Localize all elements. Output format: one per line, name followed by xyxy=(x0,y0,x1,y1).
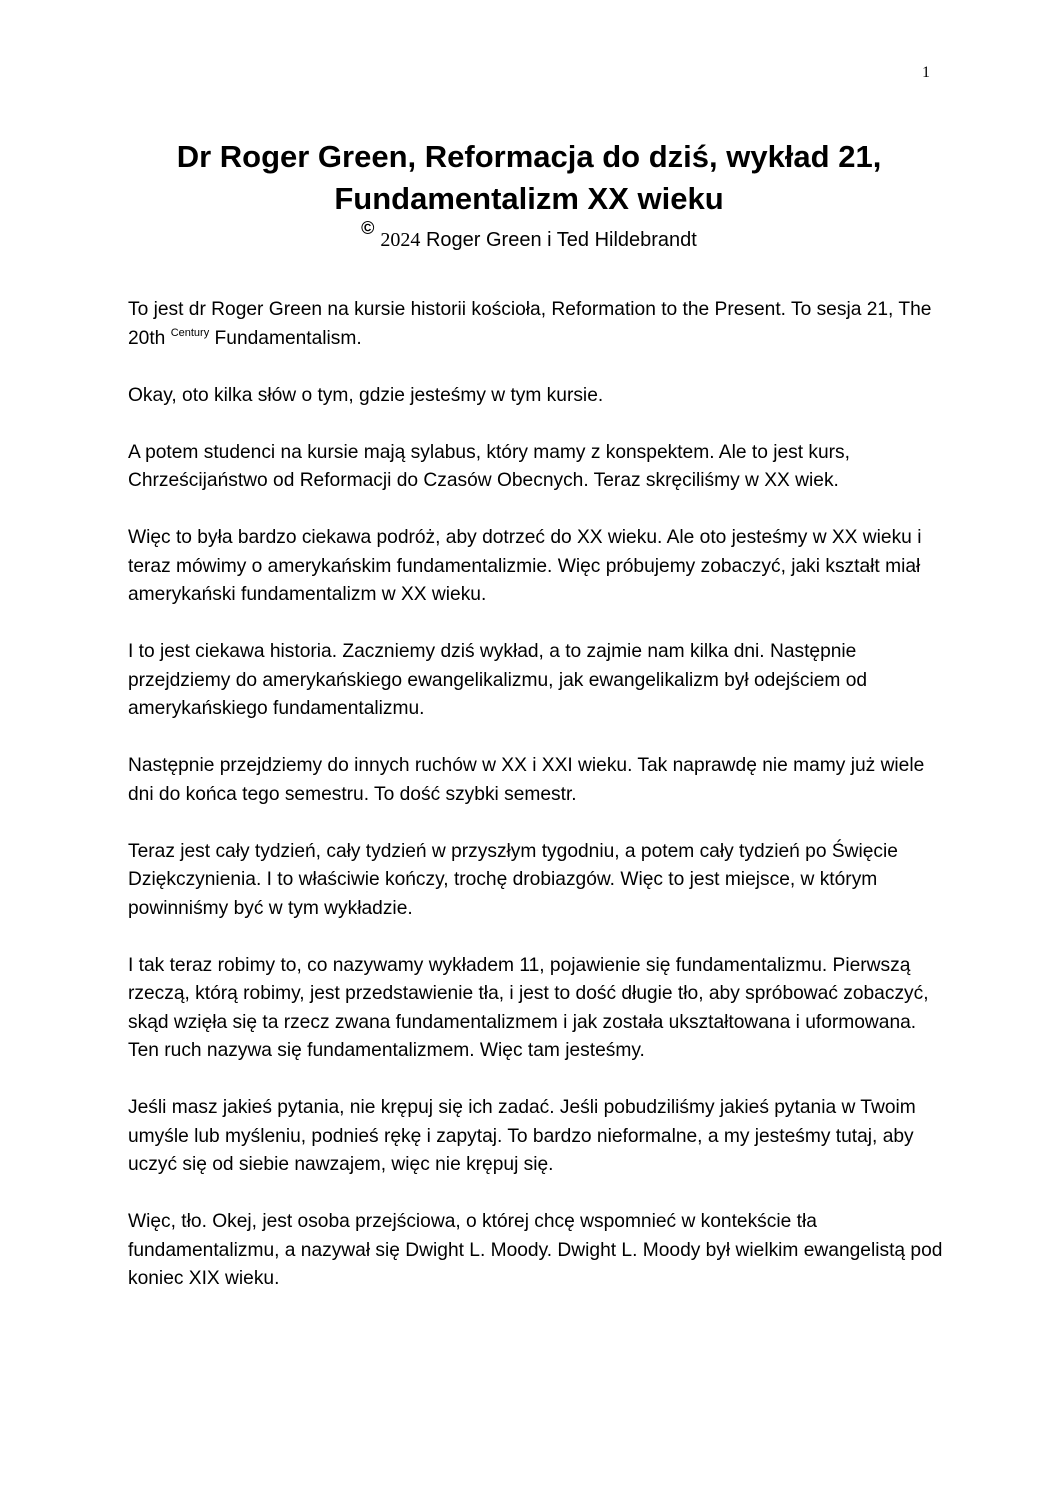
copyright-notice xyxy=(0,218,1058,254)
intro-text: To jest dr Roger Green na kursie historii kościoła, Reformation to the Present. To sesja 21, The 20th xyxy=(128,299,932,349)
paragraph-3: Więc to była bardzo ciekawa podróż, aby dotrzeć do XX wieku. Ale oto jesteśmy w XX wieku i teraz mówimy o amerykańskim fundamentalizmie. Więc próbujemy zobaczyć, jaki kształt miał amerykański fundamentalizm w XX wieku. xyxy=(128,527,922,605)
document-title xyxy=(100,136,958,220)
paragraph-intro xyxy=(128,296,948,353)
copyright-holders: Roger Green i Ted Hildebrandt xyxy=(425,229,697,251)
paragraph-1: Okay, oto kilka słów o tym, gdzie jesteśmy w tym kursie. xyxy=(128,384,604,406)
paragraph-6: Teraz jest cały tydzień, cały tydzień w przyszłym tygodniu, a potem cały tydzień po Święcie Dziękczynienia. I to właściwie kończy, trochę drobiazgów. Więc to jest miejsce, w którym powinniśmy być w tym wykładzie. xyxy=(128,840,898,919)
copyright-symbol: © xyxy=(361,218,375,238)
paragraph-5: Następnie przejdziemy do innych ruchów w XX i XXI wieku. Tak naprawdę nie mamy już wiele dni do końca tego semestru. To dość szybki semestr. xyxy=(128,755,925,805)
intro-superscript: Century xyxy=(170,326,210,339)
paragraph-8: Jeśli masz jakieś pytania, nie krępuj się ich zadać. Jeśli pobudziliśmy jakieś pytania w Twoim umyśle lub myśleniu, podnieś rękę i zapytaj. To bardzo nieformalne, a my jesteśmy tutaj, aby uczyć się od siebie nawzajem, więc nie krępuj się. xyxy=(128,1097,916,1175)
intro-text-end: Fundamentalism. xyxy=(209,327,362,349)
document-body xyxy=(128,296,948,1322)
copyright-year: 2024 xyxy=(380,229,421,251)
paragraph-4: I to jest ciekawa historia. Zaczniemy dziś wykład, a to zajmie nam kilka dni. Następnie przejdziemy do amerykańskiego ewangelikalizmu, jak ewangelikalizm był odejściem od amerykańskiego fundamentalizmu. xyxy=(128,641,868,719)
title-line-1: Dr Roger Green, Reformacja do dziś, wykład 21, xyxy=(176,139,882,174)
paragraph-2: A potem studenci na kursie mają sylabus, który mamy z konspektem. Ale to jest kurs, Chrześcijaństwo od Reformacji do Czasów Obecnych. Teraz skręciliśmy w XX wiek. xyxy=(128,441,850,491)
paragraph-9: Więc, tło. Okej, jest osoba przejściowa, o której chcę wspomnieć w kontekście tła fundamentalizmu, a nazywał się Dwight L. Moody. Dwight L. Moody był wielkim ewangelistą pod koniec XIX wieku. xyxy=(128,1211,943,1289)
page-number: 1 xyxy=(922,64,930,81)
title-line-2: Fundamentalizm XX wieku xyxy=(334,181,724,216)
paragraph-7: I tak teraz robimy to, co nazywamy wykładem 11, pojawienie się fundamentalizmu. Pierwszą rzeczą, którą robimy, jest przedstawienie tła, i jest to dość długie tło, aby spróbować zobaczyć, skąd wzięła się ta rzecz zwana fundamentalizmem i jak została ukształtowana i uformowana. Ten ruch nazywa się fundamentalizmem. Więc tam jesteśmy. xyxy=(128,954,929,1061)
